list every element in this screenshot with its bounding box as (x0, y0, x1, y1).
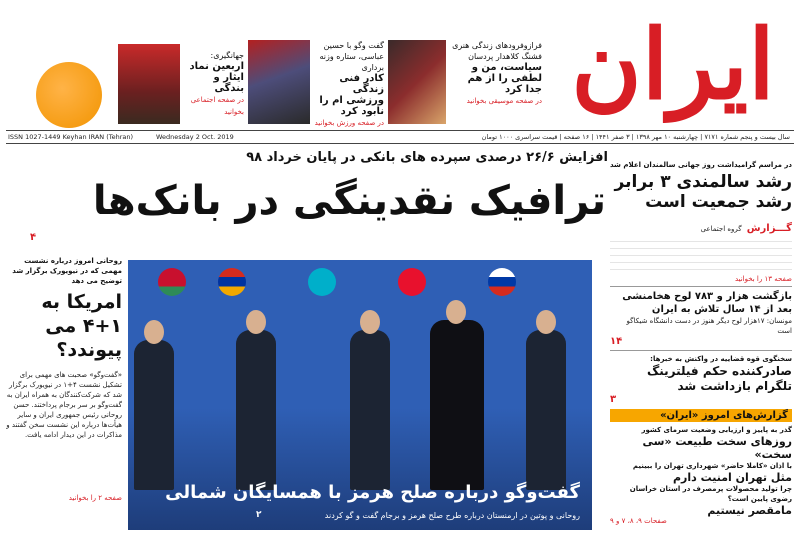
flag-icon (488, 268, 516, 296)
teaser-lead: فرازوفرودهای زندگی هنری فشنگ کلاهدار پردسان (452, 41, 542, 61)
flag-icon (158, 268, 186, 296)
person-head (246, 310, 266, 334)
dateline-issn: ISSN 1027-1449 Keyhan IRAN (Tehran) (8, 133, 134, 141)
teaser-photo-music (388, 40, 446, 124)
person-head (144, 320, 164, 344)
story-author: گـــزارش (746, 223, 792, 234)
reports-title-bar: گزارش‌های امروز «ایران» (610, 409, 792, 422)
teaser-social[interactable] (184, 50, 244, 118)
flag-icon (308, 268, 336, 296)
teaser-music[interactable] (452, 40, 542, 107)
lead-kicker: افزایش ۲۶/۶ درصدی سپرده های بانکی در پایان خرداد ۹۸ (246, 150, 608, 165)
story-link[interactable]: صفحه ۱۳ را بخوانید (734, 275, 792, 283)
teaser-link[interactable]: در صفحه اجتماعی بخوانید (190, 96, 244, 116)
report-kicker: با اذان «کاملا حاضر» شهرداری تهران را ببینیم (632, 462, 792, 470)
divider (610, 286, 792, 287)
person-figure (430, 320, 484, 490)
story-sub: مونسان: ۱۷هزار لوح دیگر هنوز در دست دانشگاه شیکاگو است (626, 317, 792, 335)
report-headline[interactable]: مثل تهران امنیت دارم (672, 471, 792, 484)
story-page-number: ۳ (610, 394, 617, 405)
left-link[interactable]: صفحه ۲ را بخوانید (68, 494, 122, 502)
person-figure (526, 330, 566, 490)
report-headline[interactable]: روزهای سخت طبیعت «سی سخت» (642, 435, 792, 461)
dateline (6, 130, 794, 144)
story-headline[interactable]: صادرکننده حکم فیلترینگ تلگرام بازداشت شد (646, 364, 792, 393)
photo-page-number: ۲ (256, 510, 262, 520)
dateline-fa: سال بیست و پنجم شماره ۷۱۷۱ | چهارشنبه ۱۰ مهر ۱۳۹۸ | ۳ صفر ۱۴۴۱ | ۱۶ صفحه | قیمت سراسری ۱۰۰۰ تومان (481, 133, 790, 141)
reports-pages: صفحات ۹، ۸، ۷ و ۹ (610, 517, 667, 525)
person-figure (134, 340, 174, 490)
teaser-link[interactable]: در صفحه ورزش بخوانید (314, 119, 384, 127)
person-head (536, 310, 556, 334)
person-figure (350, 330, 390, 490)
divider (610, 350, 792, 351)
story-page-number: ۱۴ (610, 336, 623, 347)
person-figure (236, 330, 276, 490)
lead-page-number: ۴ (30, 232, 37, 243)
photo-caption (165, 482, 580, 522)
main-photo (128, 260, 592, 530)
teaser-title: سیاست، من و لطفی را از هم جدا کرد (467, 62, 542, 95)
left-body: «گفت‌وگو» صحبت های مهمی برای تشکیل نشست ۴+۱ در نیویورک برگزار شد که شرکت‌کنندگان به همراه ایران به گفت‌وگو بر سر برجام پرداختند. حسن روحانی رئیس جمهوری ایران و سایر هیأت‌ها درباره این نشست سخن گفتند و مذاکرات در این دیدار ادامه یافت. (6, 371, 122, 439)
teaser-sport[interactable] (314, 40, 384, 129)
story-kicker: سخنگوی قوه قضاییه در واکنش به خبرها: (650, 355, 792, 363)
teaser-photo-social (118, 44, 180, 124)
story-headline[interactable]: بازگشت هزار و ۷۸۳ لوح هخامنشی بعد از ۱۴ سال تلاش به ایران (622, 291, 792, 315)
photo-caption-sub: روحانی و پوتین در ارمنستان درباره طرح صلح هرمز و برجام گفت و گو کردند (324, 511, 580, 520)
flag-icon (398, 268, 426, 296)
teaser-lead: جهانگیری: (210, 51, 244, 60)
left-column (6, 256, 122, 502)
teaser-title: اربعین نماد ایثار و بندگی (189, 61, 244, 94)
teaser-title: کادر فنی زندگی ورزشی ام را نابود کرد (319, 73, 384, 117)
lead-headline[interactable]: ترافیک نقدینگی در بانک‌ها (92, 178, 606, 224)
report-headline[interactable]: مامقصر نیستیم (707, 504, 792, 517)
right-column (610, 160, 792, 525)
photo-caption-headline[interactable]: گفت‌وگو درباره صلح هرمز با همسایگان شمالی (165, 482, 580, 503)
masthead-logo: ایران (571, 8, 775, 121)
story-body-lines (610, 235, 792, 275)
person-head (360, 310, 380, 334)
report-kicker: گذر به پاییز و ارزیابی وضعیت سرمای کشور (641, 426, 792, 434)
story-author-sub: گروه اجتماعی (700, 225, 742, 233)
story-headline[interactable]: رشد سالمندی ۳ برابر رشد جمعیت است (614, 172, 792, 212)
teaser-link[interactable]: در صفحه موسیقی بخوانید (466, 97, 542, 105)
report-kicker: چرا تولید محصولات پرمصرف در استان خراسان رضوی پایین است؟ (629, 485, 792, 503)
left-headline[interactable]: امریکا به ۱+۴ می پیوندد؟ (41, 291, 122, 361)
dateline-en: Wednesday 2 Oct. 2019 (156, 133, 234, 141)
teaser-lead: گفت وگو با حسین عباسی، ستاره وزنه برداری (319, 41, 384, 72)
sun-logo-icon (36, 62, 102, 128)
person-head (446, 300, 466, 324)
flag-icon (218, 268, 246, 296)
left-kicker: روحانی امروز درباره نشست مهمی که در نیویورک برگزار شد توضیح می دهد (12, 257, 122, 285)
story-kicker: در مراسم گرامیداشت روز جهانی سالمندان اعلام شد (610, 161, 792, 169)
teaser-photo-sport (248, 40, 310, 124)
